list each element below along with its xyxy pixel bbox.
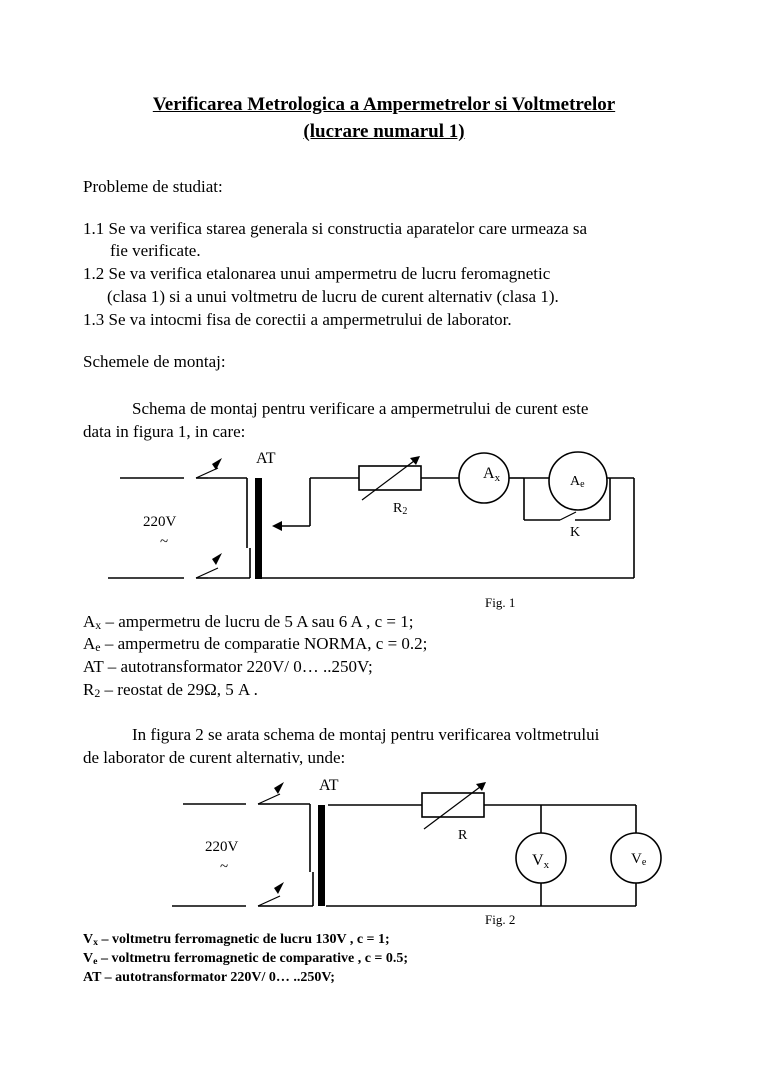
fig2-legend-at: AT – autotransformator 220V/ 0… ..250V; [83,970,335,985]
fig2-ve-label: Ve [631,851,647,868]
fig1-r2-label: R2 [393,501,408,517]
figure-2-diagram [0,770,768,930]
figure-1-diagram [0,440,768,620]
fig2-intro-line-2: de laborator de curent alternativ, unde: [83,748,346,767]
title-line-2: (lucrare numarul 1) [303,121,465,142]
fig2-r-label: R [458,828,468,843]
fig1-tilde: ~ [160,534,169,550]
fig1-ae-label: Ae [570,474,585,490]
fig1-source-label: 220V [143,514,177,530]
fig1-intro-line-2: data in figura 1, in care: [83,422,246,441]
fig1-at-label: AT [256,450,276,467]
fig1-legend-at: AT – autotransformator 220V/ 0… ..250V; [83,657,373,676]
title-line-1: Verificarea Metrologica a Ampermetrelor si Voltmetrelor [152,94,616,115]
fig2-legend-ve: $V_e$ – voltmetru ferromagnetic de comparative , c = 0.5; [83,951,409,967]
fig2-at-label: AT [319,777,339,794]
problem-3-line-1: 1.3 Se va intocmi fisa de corectii a ampermetrului de laborator. [83,310,512,329]
fig2-vx-label: Vx [532,852,550,871]
fig1-ax-label: Ax [483,465,501,484]
problems-heading: Probleme de studiat: [83,177,223,196]
fig1-k-label: K [570,525,581,540]
fig1-intro-line-1: Schema de montaj pentru verificare a ampermetrului de curent este [132,399,589,418]
problem-1-line-2: fie verificate. [110,241,201,260]
fig2-source-label: 220V [205,839,239,855]
fig1-caption: Fig. 1 [485,595,516,610]
fig2-legend-vx: $V_x$ – voltmetru ferromagnetic de lucru 130V , c = 1; [83,932,390,948]
problem-1-line-1: 1.1 Se va verifica starea generala si constructia aparatelor care urmeaza sa [83,219,588,238]
fig2-tilde: ~ [220,859,229,875]
fig1-legend-r2: $R_2$ – reostat de 29Ω, 5 A . [83,680,258,700]
fig1-legend-ae: $A_e$ – ampermetru de comparatie NORMA, c = 0.2; [83,634,428,654]
problem-2-line-1: 1.2 Se va verifica etalonarea unui ampermetru de lucru feromagnetic [83,264,551,283]
schemes-heading: Schemele de montaj: [83,352,226,371]
fig2-intro-line-1: In figura 2 se arata schema de montaj pentru verificarea voltmetrului [132,725,600,744]
fig2-caption: Fig. 2 [485,912,516,927]
problem-2-line-2: (clasa 1) si a unui voltmetru de lucru de curent alternativ (clasa 1). [107,287,559,306]
fig1-legend-ax: $A_x$ – ampermetru de lucru de 5 A sau 6 A , c = 1; [83,612,414,632]
